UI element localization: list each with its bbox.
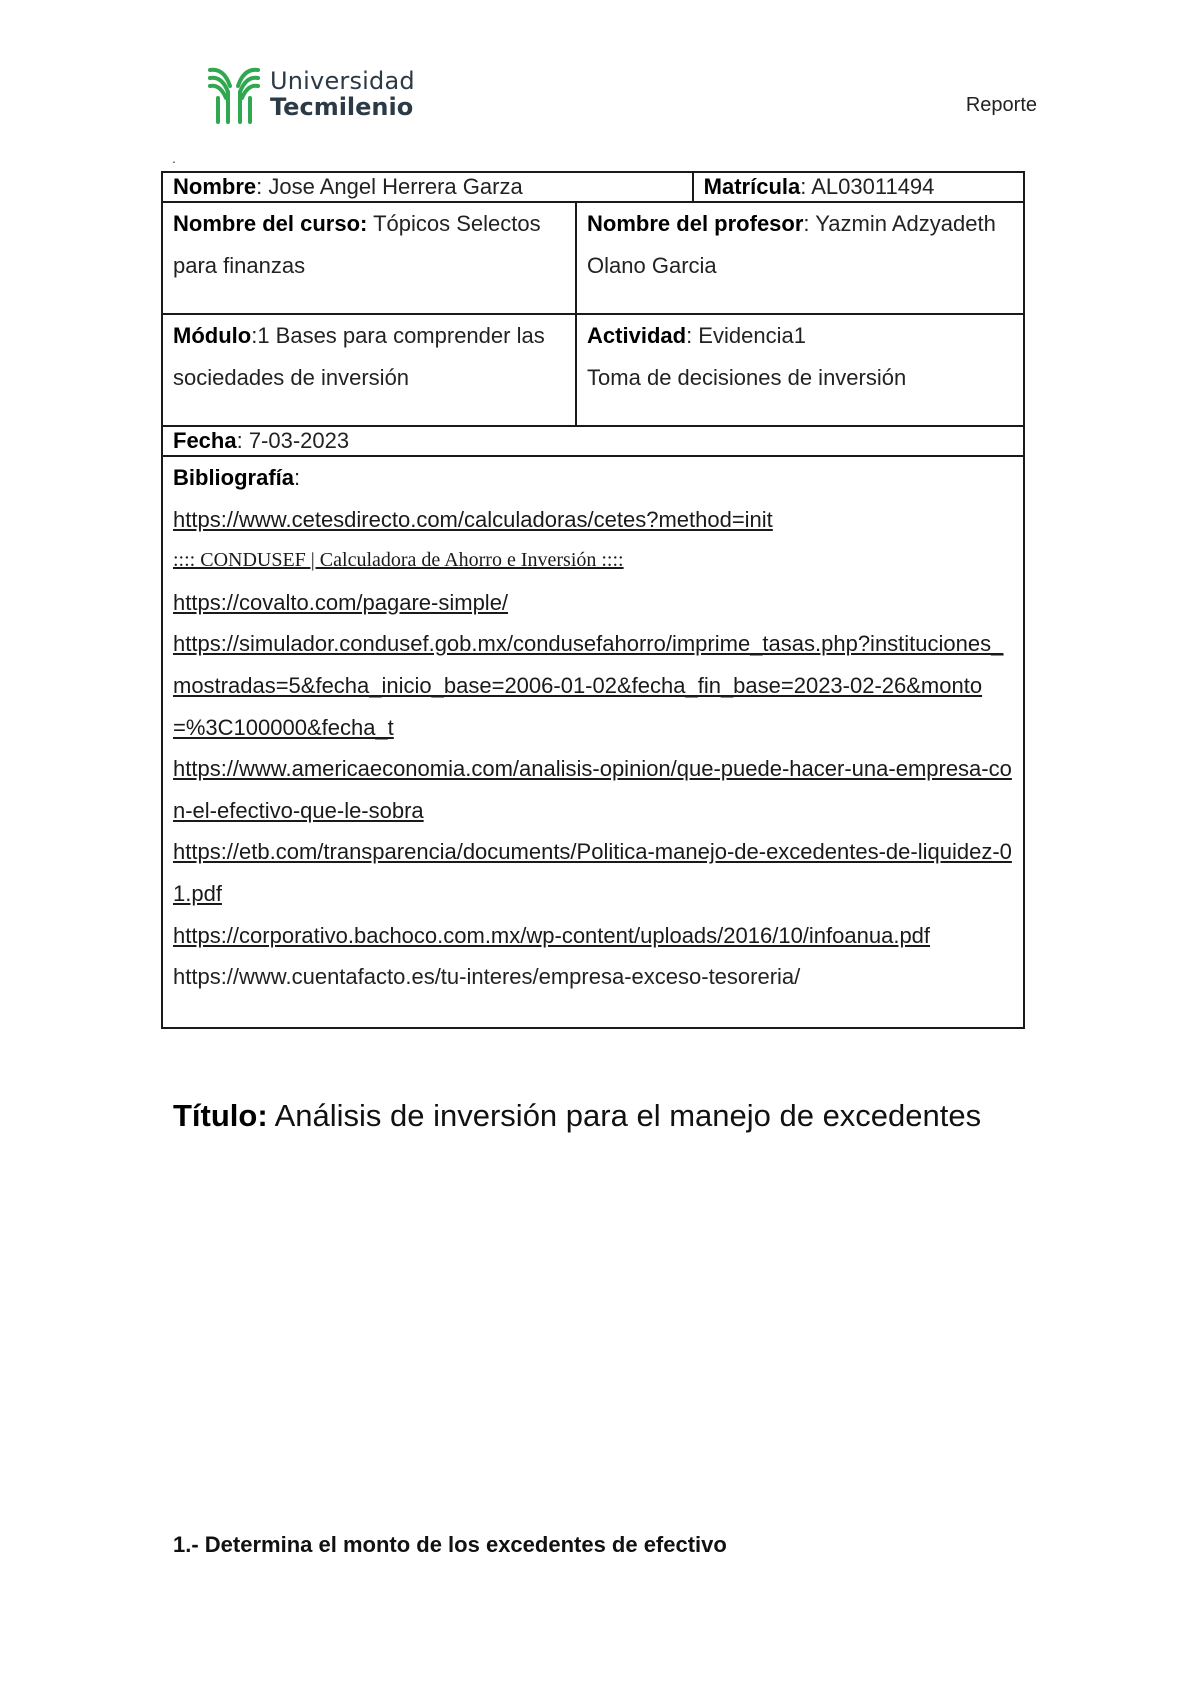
reference-link-etb[interactable]: https://etb.com/transparencia/documents/Politica-manejo-de-excedentes-de-liquidez-01.pdf xyxy=(173,839,1012,906)
logo-text xyxy=(270,69,415,119)
actividad-label: Actividad xyxy=(587,323,687,348)
nombre-value: : Jose Angel Herrera Garza xyxy=(256,174,523,199)
report-label: Reporte xyxy=(965,94,1037,116)
title-text: Análisis de inversión para el manejo de excedentes xyxy=(267,1098,982,1133)
logo-university-text: Universidad xyxy=(270,67,415,95)
document-title xyxy=(173,1098,981,1134)
curso-label: Nombre del curso: xyxy=(173,211,368,236)
reference-link-condusef-calculator[interactable]: :::: CONDUSEF | Calculadora de Ahorro e Inversión :::: xyxy=(173,549,624,572)
cell-actividad xyxy=(576,314,1024,426)
profesor-value: : Yazmin Adzyadeth Olano Garcia xyxy=(587,211,996,278)
question-1: 1.- Determina el monto de los excedentes de efectivo xyxy=(173,1532,727,1557)
row-date xyxy=(162,426,1024,456)
fecha-value: : 7-03-2023 xyxy=(236,428,350,453)
row-module xyxy=(162,314,1024,426)
title-label: Título: xyxy=(173,1098,268,1133)
profesor-label: Nombre del profesor xyxy=(587,211,804,236)
info-table xyxy=(161,171,1025,1029)
fecha-label: Fecha xyxy=(173,428,237,453)
modulo-value: :1 Bases para comprender las sociedades de inversión xyxy=(173,323,545,390)
actividad-value: : Evidencia1 xyxy=(686,323,806,348)
row-course xyxy=(162,202,1024,314)
cell-bibliografia xyxy=(162,456,1024,1028)
logo-tecmilenio-text: Tecmilenio xyxy=(270,93,414,121)
row-bibliography xyxy=(162,456,1024,1028)
reference-cuentafacto: https://www.cuentafacto.es/tu-interes/empresa-exceso-tesoreria/ xyxy=(173,964,801,990)
reference-link-americaeconomia[interactable]: https://www.americaeconomia.com/analisis-opinion/que-puede-hacer-una-empresa-con-el-efectivo-que-le-sobra xyxy=(173,756,1012,823)
actividad-value-line2: Toma de decisiones de inversión xyxy=(587,365,907,390)
cell-matricula xyxy=(693,172,1024,202)
modulo-label: Módulo xyxy=(173,323,252,348)
bibliografia-colon: : xyxy=(294,465,301,490)
stray-dot: . xyxy=(172,150,176,166)
matricula-label: Matrícula xyxy=(703,174,801,199)
bibliografia-label: Bibliografía xyxy=(173,465,295,490)
bibliografia-heading xyxy=(173,457,1013,499)
cell-fecha xyxy=(162,426,1024,456)
cell-nombre xyxy=(162,172,693,202)
reference-link-bachoco[interactable]: https://corporativo.bachoco.com.mx/wp-content/uploads/2016/10/infoanua.pdf xyxy=(173,922,931,948)
reference-link-condusef-simulator[interactable]: https://simulador.condusef.gob.mx/condusefahorro/imprime_tasas.php?instituciones_mostradas=5&fecha_inicio_base=2006-01-02&fecha_fin_base=2023-02-26&monto=%3C100000&fecha_t xyxy=(173,631,1004,740)
cell-modulo xyxy=(162,314,576,426)
cell-profesor xyxy=(576,202,1024,314)
curso-value: Tópicos Selectos para finanzas xyxy=(173,211,541,278)
reference-link-cetes[interactable]: https://www.cetesdirecto.com/calculadoras/cetes?method=init xyxy=(173,506,773,532)
university-logo xyxy=(206,64,415,124)
cell-curso xyxy=(162,202,576,314)
matricula-value: : AL03011494 xyxy=(800,174,935,199)
reference-link-covalto[interactable]: https://covalto.com/pagare-simple/ xyxy=(173,589,509,615)
row-student xyxy=(162,172,1024,202)
nombre-label: Nombre xyxy=(173,174,257,199)
tecmilenio-logo-icon xyxy=(206,64,262,124)
